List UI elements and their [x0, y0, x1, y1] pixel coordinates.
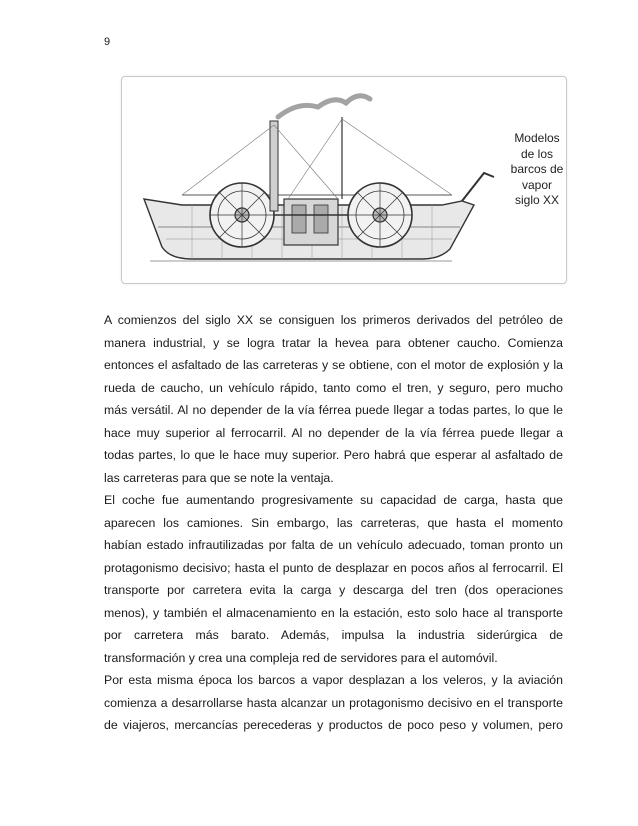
text-line: transporte por carretera evita la carga y descarga del tren (dos operaciones — [104, 583, 563, 597]
text-line: manera industrial, y se logra tratar la hevea para obtener caucho. Comienza — [104, 335, 563, 350]
text-line: aparecen los camiones. Sin embargo, las carreteras, que hasta el momento — [104, 515, 563, 530]
figure-caption — [498, 131, 576, 209]
caption-line: barcos de — [510, 162, 564, 176]
paragraph — [104, 489, 563, 669]
text-line: rueda de caucho, un vehículo rápido, tanto como el tren, y seguro, pero mucho — [104, 380, 563, 395]
page-number: 9 — [104, 36, 111, 48]
caption-line: de los — [520, 146, 554, 161]
text-line: protagonismo decisivo; hasta el punto de desplazar en pocos años al ferrocarril. El — [104, 560, 563, 575]
text-line: Por esta misma época los barcos a vapor desplazan a los veleros, y la aviación — [104, 673, 563, 687]
body-text — [104, 309, 563, 737]
text-line: A comienzos del siglo XX se consiguen los primeros derivados del petróleo de — [104, 313, 563, 327]
text-line: de viajeros, mercancías perecederas y productos de poco peso y volumen, pero — [104, 718, 563, 732]
text-line: todas partes, lo que le hace muy superior. Pero habrá que esperar al asfaltado de — [104, 448, 563, 462]
text-line: por carretera más barato. Además, impulsa la industria siderúrgica de — [104, 628, 563, 642]
caption-line: siglo XX — [514, 193, 560, 207]
text-line: habían estado infrautilizadas por falta de un vehículo adecuado, toman pronto un — [104, 538, 563, 552]
caption-line: vapor — [521, 177, 553, 192]
paragraph — [104, 309, 563, 489]
text-line: comienza a desarrollarse hasta alcanzar un protagonismo decisivo en el transporte — [104, 695, 563, 710]
paragraph — [104, 669, 563, 737]
text-line: más versátil. Al no depender de la vía férrea puede llegar a todas partes, lo que le — [104, 403, 563, 417]
text-line: menos), y también el almacenamiento en la estación, esto solo hace al transporte — [104, 605, 563, 620]
text-line: transformación y crea una compleja red de servidores para el automóvil. — [104, 650, 498, 665]
text-line: hace muy superior al ferrocarril. Al no depender de la vía férrea puede llegar a — [104, 425, 563, 440]
caption-line: Modelos — [514, 131, 560, 145]
text-line: las carreteras para que se note la ventaja. — [104, 470, 334, 485]
text-line: entonces el asfaltado de las carreteras y se obtiene, con el motor de explosión y la — [104, 358, 563, 372]
text-line: El coche fue aumentando progresivamente su capacidad de carga, hasta que — [104, 493, 563, 507]
